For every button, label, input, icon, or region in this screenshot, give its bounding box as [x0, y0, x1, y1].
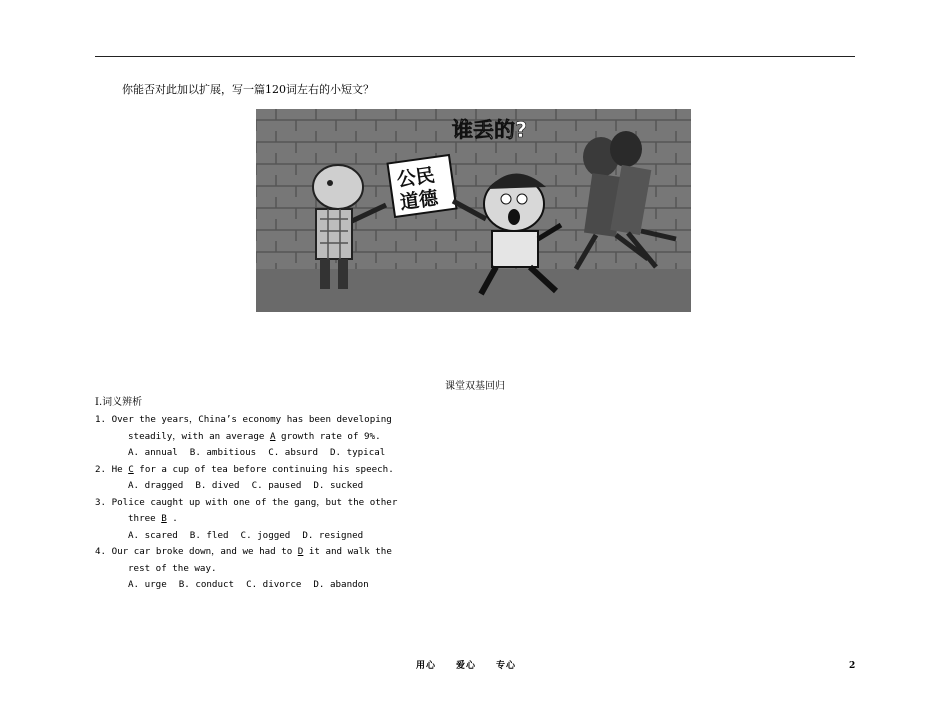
option: B. dived	[195, 480, 240, 491]
question-line	[95, 495, 455, 512]
question-text: three	[128, 513, 162, 524]
question-text: 1. Over the years，China’s economy has been developing	[95, 414, 392, 425]
option: C. jogged	[240, 529, 291, 541]
exercise-title: Ⅰ.词义辨析	[95, 397, 143, 408]
option: A. dragged	[128, 480, 184, 491]
answer-blank: A	[269, 430, 276, 442]
question-text: steadily，with an average	[128, 430, 270, 442]
question-line	[95, 511, 455, 528]
question-text: growth rate of 9%.	[275, 430, 381, 442]
question-text: it and walk the	[303, 546, 392, 557]
option: D. resigned	[302, 529, 364, 541]
question-line	[95, 561, 455, 578]
intro-prompt: 你能否对此加以扩展，写一篇120词左右的小短文？	[122, 83, 374, 96]
question-text: rest of the way.	[128, 562, 217, 574]
option: C. paused	[251, 480, 302, 491]
option: B. conduct	[178, 579, 235, 590]
answer-blank: C	[128, 463, 134, 475]
question-line	[95, 462, 455, 479]
question-text: .	[166, 513, 178, 524]
header-rule	[95, 56, 855, 57]
option: C. divorce	[246, 579, 302, 590]
option: D. sucked	[313, 480, 364, 491]
answer-blank: B	[161, 513, 167, 524]
question-text: 4. Our car broke down，and we had to	[95, 546, 298, 557]
section-heading: 课堂双基回归	[445, 381, 505, 392]
option: B. ambitious	[189, 447, 257, 458]
question-list	[95, 412, 455, 594]
option: D. abandon	[313, 579, 369, 590]
option: B. fled	[189, 529, 229, 541]
question-text: 3. Police caught up with one of the gang，but the other	[95, 496, 398, 508]
footer-motto-2: 爱心	[456, 661, 477, 671]
option: A. annual	[128, 447, 178, 458]
cartoon-caption: 谁丢的?	[452, 118, 528, 142]
option: D. typical	[329, 447, 386, 458]
question-line	[95, 544, 455, 561]
options-row	[95, 445, 455, 462]
footer-motto-3: 专心	[496, 661, 517, 671]
page-number: 2	[849, 661, 856, 671]
question-text: 2. He	[95, 463, 129, 475]
footer-motto-1: 用心	[416, 661, 437, 671]
cartoon-image	[256, 109, 691, 312]
question-text: for a cup of tea before continuing his speech.	[133, 463, 394, 475]
option: A. urge	[128, 579, 167, 590]
option: A. scared	[128, 529, 178, 541]
footer-motto	[416, 659, 536, 673]
option: C. absurd	[268, 447, 318, 458]
options-row	[95, 478, 455, 495]
options-row	[95, 528, 455, 545]
sign-text-2: 道德	[398, 187, 440, 215]
sign-text-1: 公民	[395, 164, 437, 192]
page-footer	[0, 659, 950, 673]
answer-blank: D	[297, 546, 304, 557]
question-line	[95, 412, 455, 429]
civic-morality-paper	[388, 155, 457, 217]
question-line	[95, 429, 455, 446]
options-row	[95, 577, 455, 594]
